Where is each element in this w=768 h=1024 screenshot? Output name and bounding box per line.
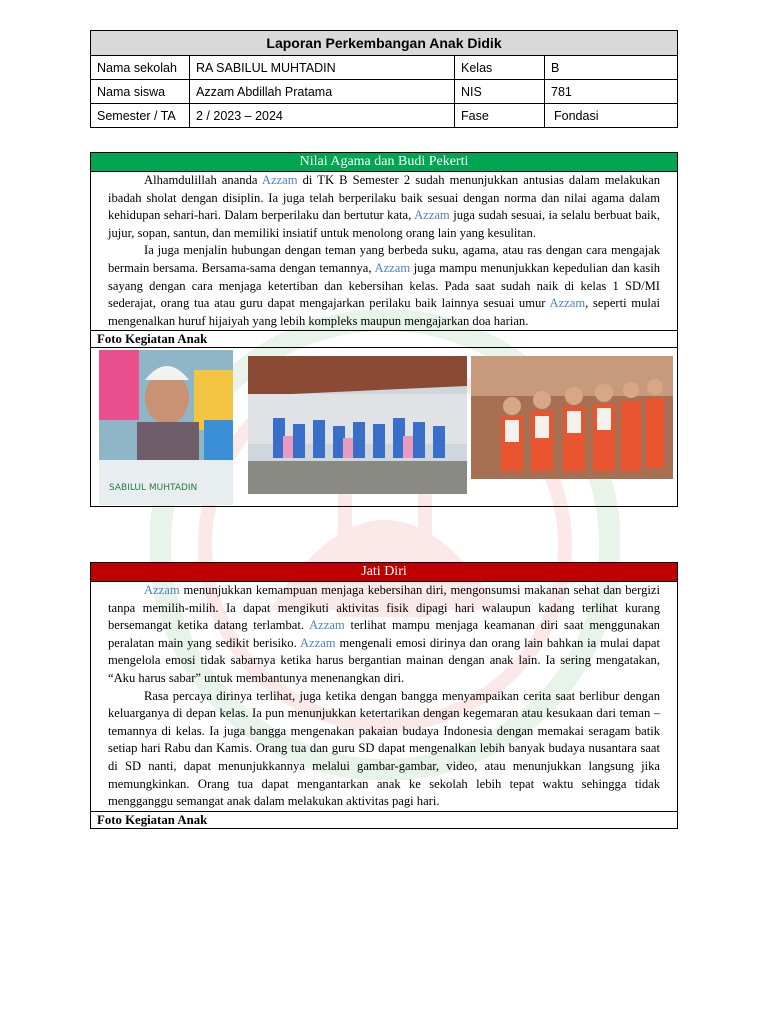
student-info-table bbox=[90, 30, 678, 128]
student-name: Azzam bbox=[261, 173, 298, 187]
paragraph: Ia juga menjalin hubungan dengan teman yang berbeda suku, agama, atau ras dengan cara mengajak bermain bersama. Bersama-sama dengan temannya, Azzam juga mampu menunjukkan kepedulian dan kasih sayang dengan cara menjaga ketertiban dan kebersihan kelas. Pada saat sudah naik di kelas 1 SD/MI sederajat, orang tua atau guru dapat mengajarkan perilaku baik lainnya sesuai umur Azzam, seperti mulai mengenalkan huruf hijaiyah yang lebih kompleks maupun mengajarkan doa harian. bbox=[108, 243, 660, 328]
student-name: Azzam bbox=[374, 260, 411, 275]
value-phase: Fondasi bbox=[545, 104, 678, 128]
label-semester: Semester / TA bbox=[91, 104, 190, 128]
value-semester: 2 / 2023 – 2024 bbox=[190, 104, 455, 128]
paragraph: Azzam menunjukkan kemampuan menjaga kebersihan diri, mengonsumsi makanan sehat dan bergizi tanpa memilih-milih. Ia dapat mengikuti aktivitas fisik dipagi hari walaupun kadang terlihat kurang bersemangat ketika datang terlambat. Azzam terlihat mampu menjaga keamanan diri saat menggunakan peralatan main yang sedikit berisiko. Azzam mengenali emosi dirinya dan orang lain bahkan ia mulai dapat mengelola emosi tidak sabarnya ketika harus bergantian mainan dengan anak lain. Ia sering mengatakan, “Aku harus sabar” untuk membantunya menenangkan diri. bbox=[108, 583, 661, 685]
table-row bbox=[91, 80, 678, 104]
table-row bbox=[91, 104, 678, 128]
value-class: B bbox=[545, 56, 678, 80]
value-student: Azzam Abdillah Pratama bbox=[190, 80, 455, 104]
section-title: Nilai Agama dan Budi Pekerti bbox=[91, 153, 677, 172]
section-body bbox=[91, 582, 677, 811]
table-row bbox=[91, 56, 678, 80]
label-phase: Fase bbox=[455, 104, 545, 128]
section-body bbox=[91, 172, 677, 330]
student-name: Azzam bbox=[309, 618, 345, 633]
student-name: Azzam bbox=[414, 208, 450, 223]
label-nis: NIS bbox=[455, 80, 545, 104]
activity-photo-1 bbox=[99, 350, 233, 505]
section-identity bbox=[90, 562, 678, 829]
label-class: Kelas bbox=[455, 56, 545, 80]
section-title: Jati Diri bbox=[91, 563, 677, 582]
photo-label: Foto Kegiatan Anak bbox=[91, 330, 677, 347]
activity-photo-2 bbox=[248, 356, 467, 494]
photo-sign-text: SABILUL MUHTADIN bbox=[109, 483, 198, 494]
label-student: Nama siswa bbox=[91, 80, 190, 104]
student-name: Azzam bbox=[144, 583, 180, 597]
value-school: RA SABILUL MUHTADIN bbox=[190, 56, 455, 80]
label-school: Nama sekolah bbox=[91, 56, 190, 80]
report-title: Laporan Perkembangan Anak Didik bbox=[91, 31, 678, 56]
photo-row bbox=[91, 347, 677, 506]
student-name: Azzam bbox=[549, 296, 586, 311]
paragraph: Alhamdulillah ananda Azzam di TK B Semester 2 sudah menunjukkan antusias dalam melakukan ibadah sholat dengan disiplin. Ia juga telah berperilaku baik sesuai dengan norma dan nilai agama dalam kehidupan sehari-hari. Dalam berperilaku dan bertutur kata, Azzam juga sudah sesuai, ia selalu berbuat baik, jujur, sopan, santun, dan memiliki insiatif untuk menolong orang lain yang kesulitan. bbox=[108, 173, 661, 240]
activity-photo-3 bbox=[471, 356, 673, 479]
paragraph: Rasa percaya dirinya terlihat, juga ketika dengan bangga menyampaikan cerita saat berlibur dengan keluarganya di depan kelas. Ia pun menunjukkan ketertarikan dengan kegemaran atau kesukaan dari teman – temannya di kelas. Ia juga bangga mengenakan pakaian budaya Indonesia dengan memakai seragam batik setiap hari Rabu dan Kamis. Orang tua dan guru SD dapat mengenalkan lebih banyak budaya nusantara saat di SD nanti, dapat menunjukkannya melalui gambar-gambar, video, atau menunjukkan langsung jika memungkinkan. Orang tua dapat mengantarkan anak ke sekolah lebih tepat waktu sehingga tidak mengganggu semangat anak dalam melakukan aktivitas pagi hari. bbox=[108, 688, 660, 809]
value-nis: 781 bbox=[545, 80, 678, 104]
photo-label: Foto Kegiatan Anak bbox=[91, 811, 677, 828]
student-name: Azzam bbox=[299, 635, 336, 650]
section-religion-character bbox=[90, 152, 678, 507]
